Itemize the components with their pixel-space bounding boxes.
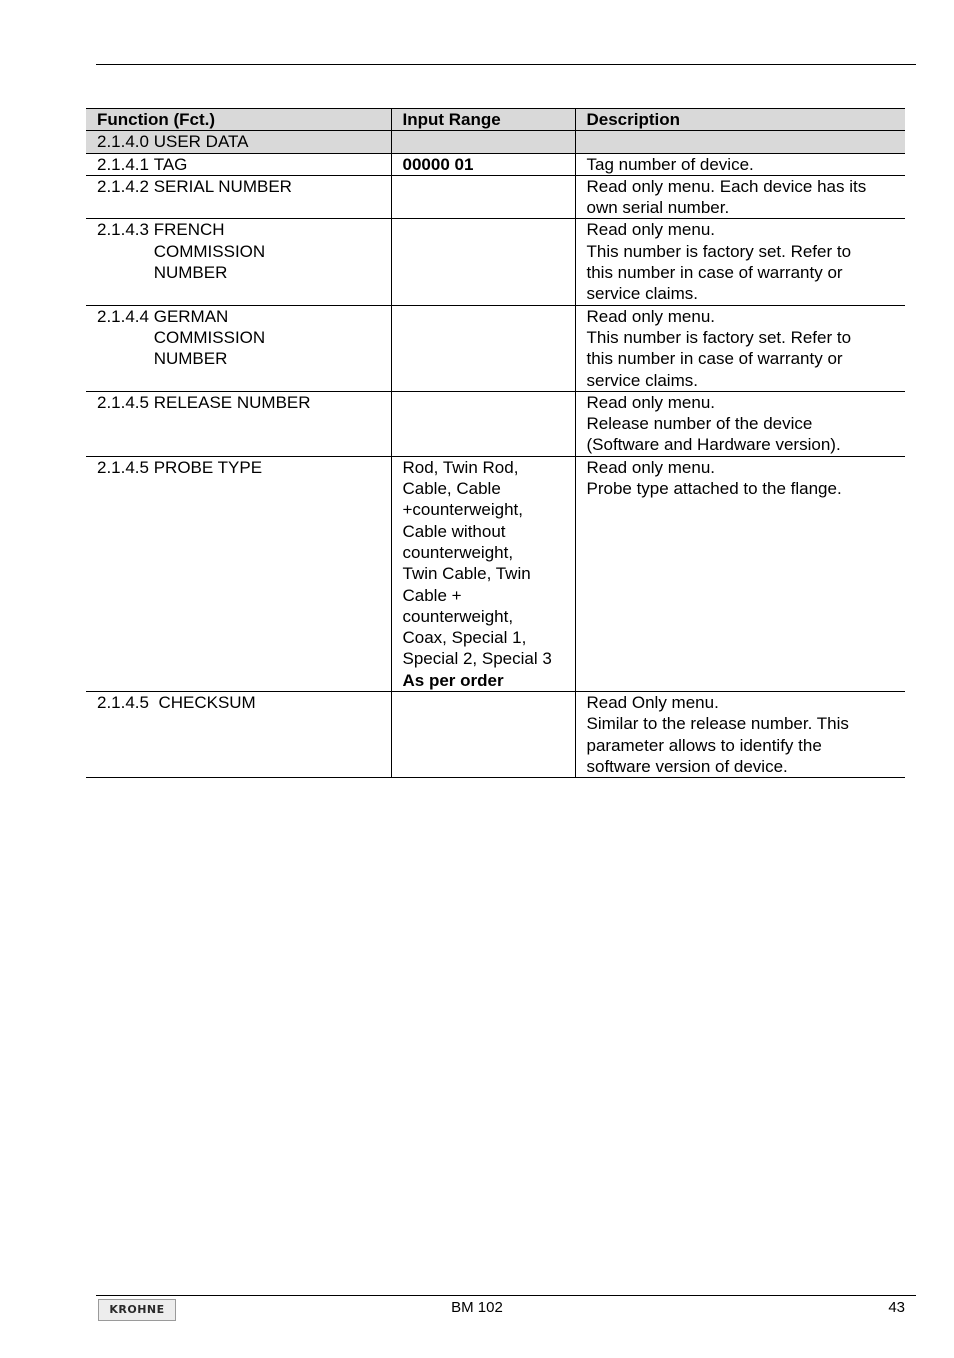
function-number: 2.1.4.2: [97, 176, 154, 196]
function-cell: [86, 391, 391, 456]
input-range-line: counterweight,: [402, 606, 514, 626]
function-cell: [86, 456, 391, 691]
function-label-line: PROBE TYPE: [153, 457, 263, 477]
description-cell: [575, 692, 905, 778]
table-row: [86, 153, 905, 175]
function-cell: [86, 305, 391, 391]
function-label-line: SERIAL NUMBER: [153, 176, 292, 196]
function-label: [154, 392, 391, 413]
function-number: 2.1.4.5: [97, 392, 154, 412]
function-cell: [86, 131, 391, 153]
description-line: This number is factory set. Refer to: [586, 327, 852, 347]
description-line: Release number of the device: [586, 414, 813, 434]
description-cell: [575, 131, 905, 153]
table-row: [86, 219, 905, 305]
function-label: [154, 131, 391, 152]
function-label-line: FRENCH: [153, 220, 225, 240]
function-label-line: COMMISSION: [153, 327, 266, 347]
function-cell: [86, 219, 391, 305]
table-row: [86, 305, 905, 391]
function-label: [158, 692, 390, 713]
input-range-default: As per order: [402, 670, 504, 690]
input-range-line: Cable without: [402, 521, 506, 541]
description-line: (Software and Hardware version).: [586, 435, 841, 455]
input-range-cell: [391, 175, 575, 219]
footer-rule: [96, 1295, 916, 1296]
function-number: 2.1.4.5: [97, 457, 154, 477]
description-line: This number is factory set. Refer to: [586, 241, 852, 261]
input-range-line: Cable, Cable: [402, 479, 501, 499]
function-label-line: RELEASE NUMBER: [153, 392, 311, 412]
function-number: 2.1.4.1: [97, 154, 154, 174]
function-label: [154, 176, 391, 197]
function-label-line: NUMBER: [153, 263, 228, 283]
table-body: [86, 131, 905, 778]
function-label: [154, 457, 391, 478]
description-line: Read only menu.: [586, 306, 716, 326]
input-range-cell: [391, 153, 575, 175]
function-cell: [86, 153, 391, 175]
description-cell: [575, 219, 905, 305]
function-label-line: TAG: [153, 154, 188, 174]
function-table: [86, 108, 905, 778]
function-label-line: USER DATA: [153, 132, 249, 152]
description-line: Read Only menu.: [586, 693, 719, 713]
description-line: parameter allows to identify the: [586, 735, 822, 755]
function-cell: [86, 692, 391, 778]
description-line: Read only menu.: [586, 457, 716, 477]
description-line: this number in case of warranty or: [586, 263, 843, 283]
description-cell: [575, 391, 905, 456]
description-line: Read only menu.: [586, 392, 716, 412]
function-number: 2.1.4.0: [97, 132, 154, 152]
table-row: [86, 692, 905, 778]
table-header-row: [86, 109, 905, 131]
description-cell: [575, 153, 905, 175]
table-row: [86, 131, 905, 153]
page-number: 43: [888, 1299, 905, 1316]
function-label-line: CHECKSUM: [158, 693, 256, 713]
table-row: [86, 175, 905, 219]
header-rule: [96, 64, 916, 65]
description-line: Tag number of device.: [586, 154, 754, 174]
input-range-line: Coax, Special 1,: [402, 628, 527, 648]
input-range-line: Special 2, Special 3: [402, 649, 552, 669]
description-cell: [575, 456, 905, 691]
description-line: this number in case of warranty or: [586, 349, 843, 369]
input-range-cell: [391, 692, 575, 778]
input-range-line: Twin Cable, Twin: [402, 564, 531, 584]
description-line: Read only menu. Each device has its: [586, 176, 867, 196]
function-label-line: COMMISSION: [153, 241, 266, 261]
description-line: Read only menu.: [586, 220, 716, 240]
input-range-cell: [391, 305, 575, 391]
input-range-cell: [391, 219, 575, 305]
input-range-default: 00000 01: [402, 154, 474, 174]
description-line: service claims.: [586, 370, 698, 390]
table-row: [86, 391, 905, 456]
function-label: [154, 306, 391, 370]
description-line: Probe type attached to the flange.: [586, 479, 842, 499]
function-label-line: NUMBER: [153, 349, 228, 369]
input-range-line: counterweight,: [402, 542, 514, 562]
krohne-logo: KROHNE: [98, 1299, 176, 1321]
function-cell: [86, 175, 391, 219]
description-line: service claims.: [586, 284, 698, 304]
function-label-line: GERMAN: [153, 306, 229, 326]
header-function: Function (Fct.): [86, 109, 391, 131]
description-cell: [575, 175, 905, 219]
description-line: software version of device.: [586, 756, 788, 776]
header-description: Description: [575, 109, 905, 131]
input-range-cell: [391, 456, 575, 691]
function-number: 2.1.4.3: [97, 220, 154, 240]
function-number: 2.1.4.4: [97, 306, 154, 326]
input-range-line: Rod, Twin Rod,: [402, 457, 519, 477]
description-line: Similar to the release number. This: [586, 714, 849, 734]
input-range-cell: [391, 391, 575, 456]
function-label: [154, 219, 391, 283]
input-range-cell: [391, 131, 575, 153]
function-number: 2.1.4.5: [97, 693, 159, 713]
input-range-line: Cable +: [402, 585, 462, 605]
function-label: [154, 154, 391, 175]
doc-code: BM 102: [451, 1299, 503, 1316]
header-input-range: Input Range: [391, 109, 575, 131]
input-range-line: +counterweight,: [402, 500, 523, 520]
description-line: own serial number.: [586, 198, 730, 218]
table-row: [86, 456, 905, 691]
description-cell: [575, 305, 905, 391]
